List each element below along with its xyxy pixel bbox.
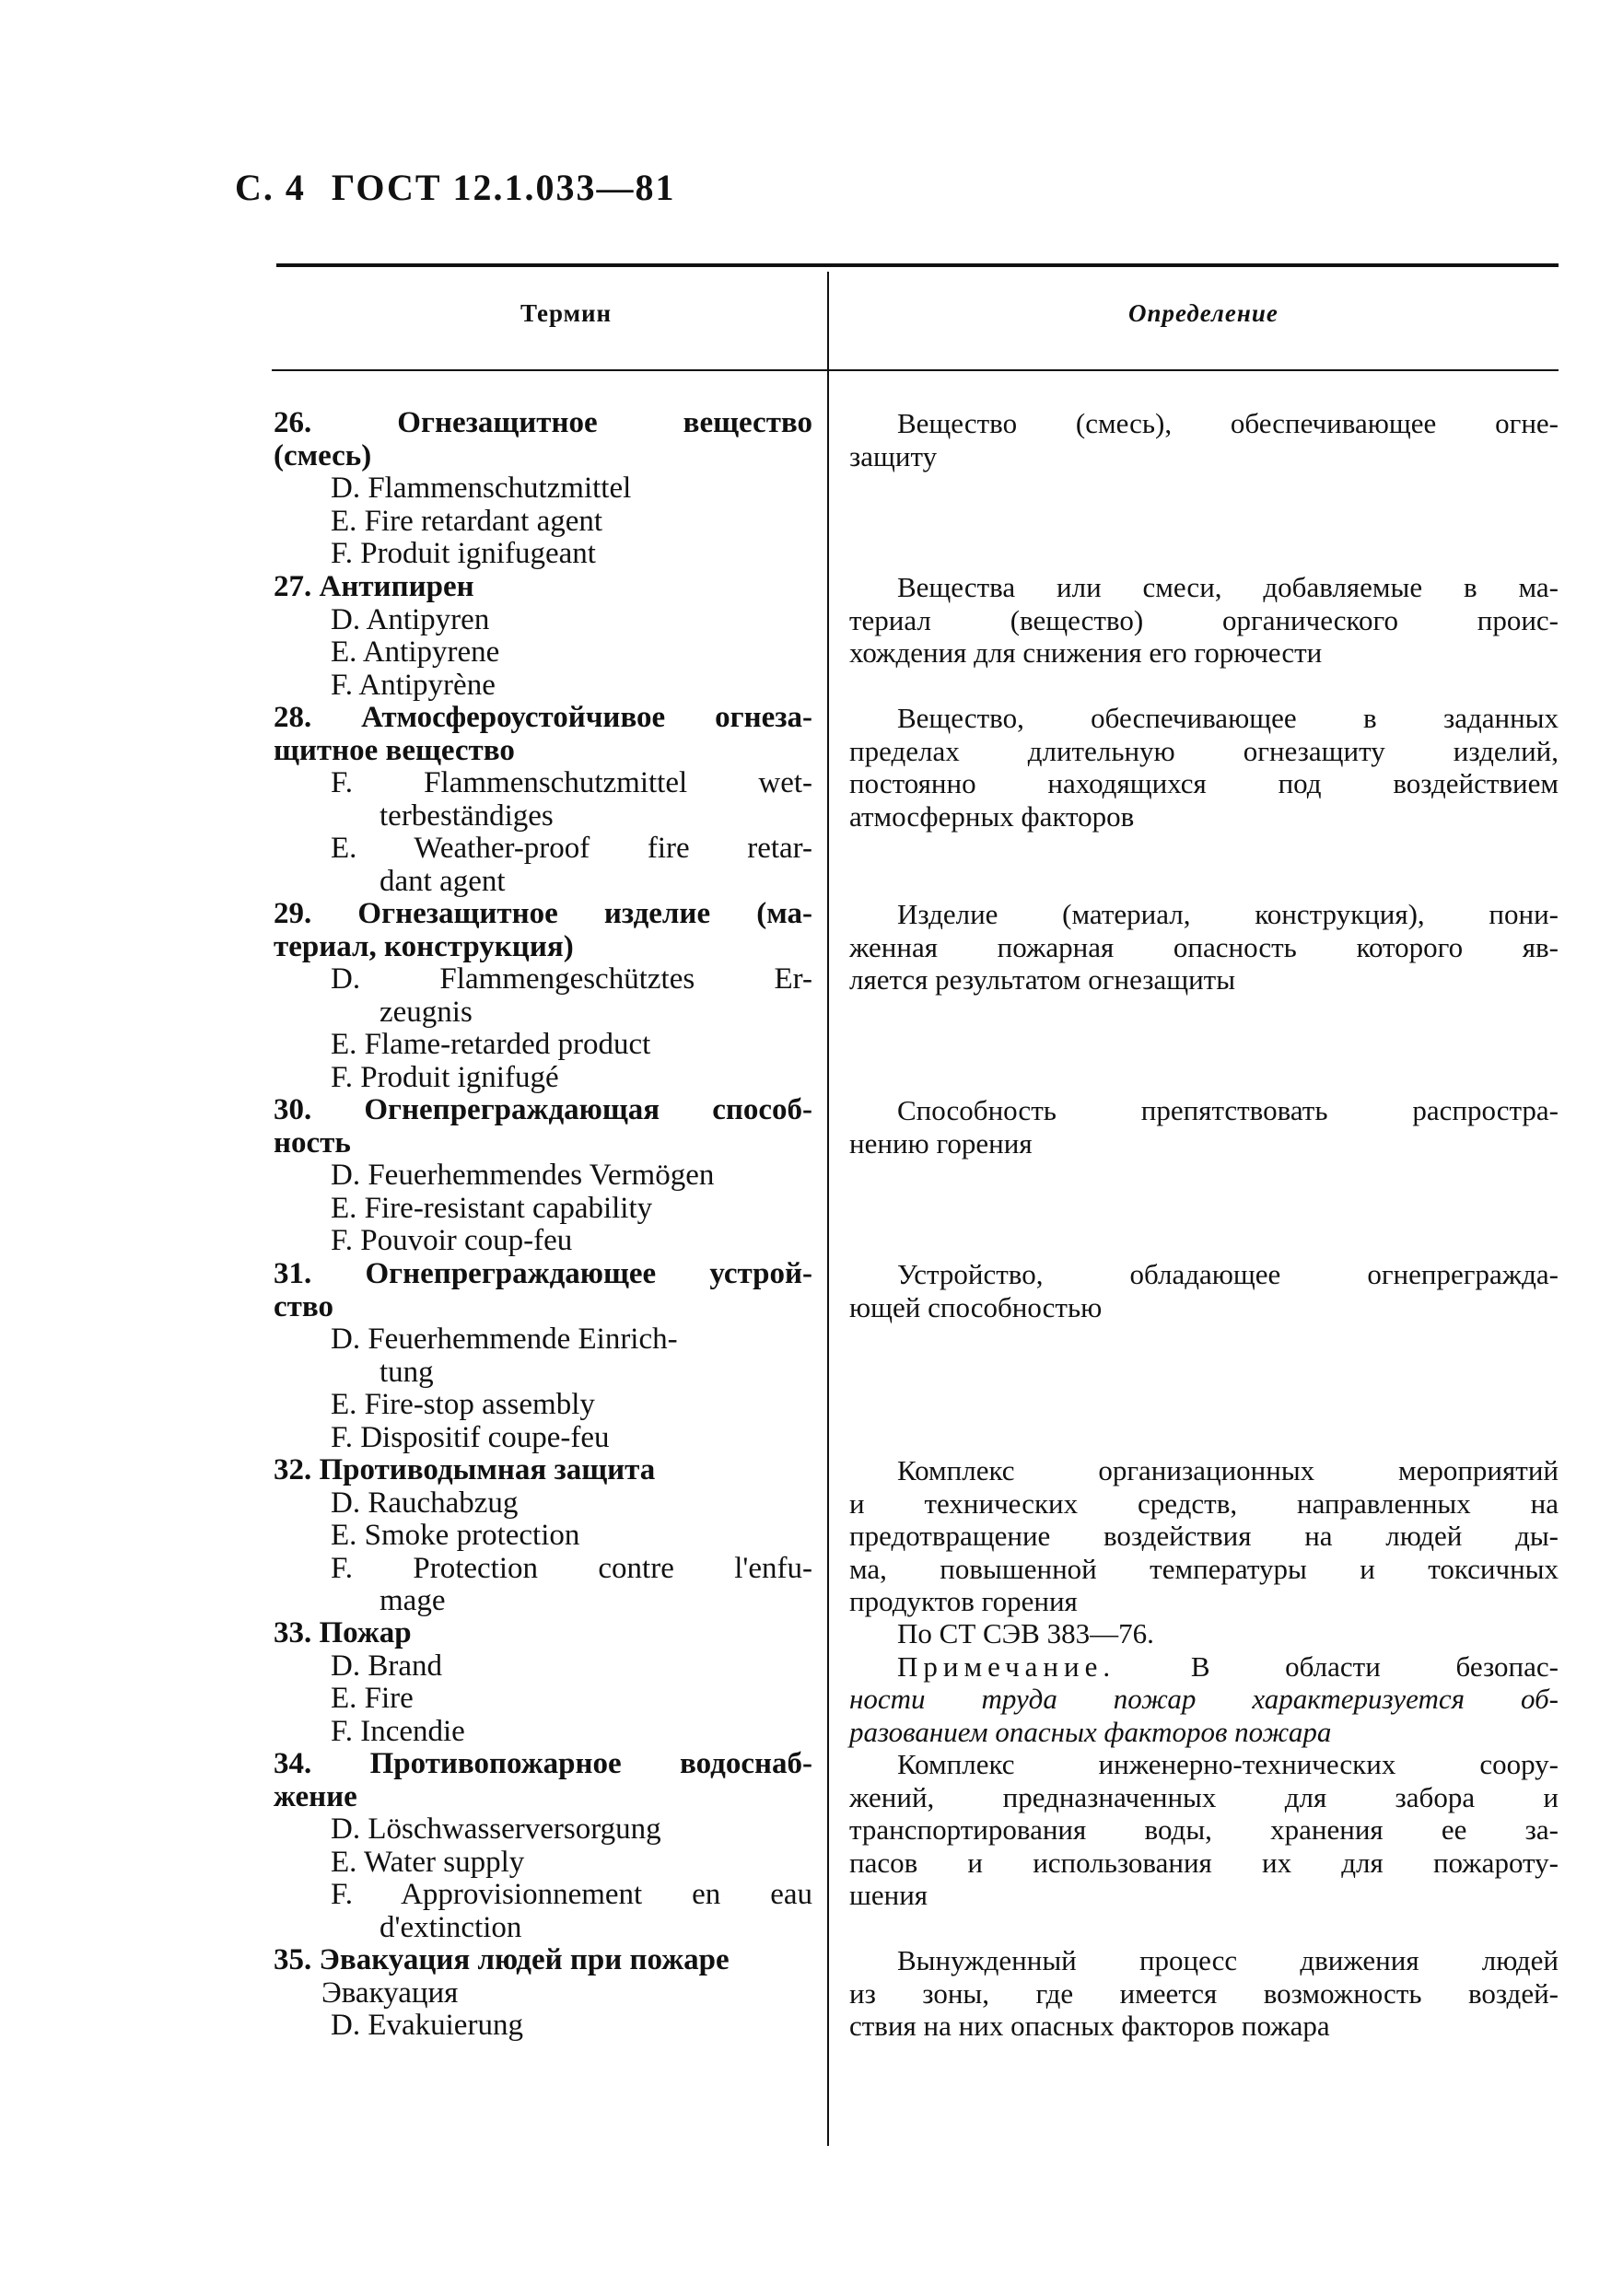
term-equivalent-en: E. Fire-resistant capability — [331, 1191, 653, 1225]
term-title: 32. Противодымная защита — [274, 1453, 656, 1486]
term-equivalent-fr: F. Dispositif coupe-feu — [331, 1420, 610, 1454]
definition-line: Изделие (материал, конструкция), пони- — [897, 898, 1559, 930]
term-title: 33. Пожар — [274, 1616, 412, 1649]
term-equivalent-fr: F. Incendie — [331, 1714, 465, 1748]
definition-line: Вещество, обеспечивающее в заданных — [897, 702, 1559, 734]
definition-33 — [849, 1617, 1559, 1748]
page-header — [235, 166, 676, 209]
term-equivalent-de-cont: terbeständiges — [379, 798, 554, 833]
term-equivalent-fr-cont: d'extinction — [379, 1910, 522, 1944]
definition-32 — [849, 1454, 1559, 1618]
definition-30 — [849, 1094, 1559, 1160]
definition-line: защиту — [849, 439, 938, 472]
term-title: (смесь) — [274, 438, 372, 472]
term-equivalent-de: D. Löschwasserversorgung — [331, 1812, 661, 1846]
definition-line: ма, повышенной температуры и токсичных — [849, 1552, 1559, 1585]
definition-line: ствия на них опасных факторов пожара — [849, 2010, 1330, 2042]
definition-line: Вынужденный процесс движения людей — [897, 1944, 1559, 1976]
term-equivalent-de: D. Flammengeschütztes Er- — [331, 962, 812, 996]
term-equivalent-fr: F. Pouvoir coup-feu — [331, 1224, 573, 1257]
definition-line: териал (вещество) органического проис- — [849, 603, 1559, 636]
term-title: 26. Огнезащитное вещество — [274, 406, 812, 439]
term-equivalent-en: E. Fire retardant agent — [331, 504, 603, 538]
term-title: 31. Огнепреграждающее устрой- — [274, 1257, 812, 1290]
term-equivalent-en: E. Fire — [331, 1682, 414, 1715]
definition-line: ляется результатом огнезащиты — [849, 963, 1236, 996]
term-title: ство — [274, 1289, 333, 1323]
note-line: ности труда пожар характеризуется об- — [849, 1683, 1559, 1715]
term-title: 34. Противопожарное водоснаб- — [274, 1747, 812, 1780]
term-33 — [274, 1617, 812, 1748]
term-title: ность — [274, 1125, 351, 1160]
term-title: 28. Атмосфероустойчивое огнеза- — [274, 701, 812, 734]
term-equivalent-de: D. Feuerhemmende Einrich- — [331, 1323, 678, 1356]
definition-line: постоянно находящихся под воздействием — [849, 767, 1559, 799]
definition-26 — [849, 407, 1559, 472]
definition-35 — [849, 1944, 1559, 2043]
definition-line: пределах длительную огнезащиту изделий, — [849, 734, 1559, 767]
term-equivalent-en: E. Water supply — [331, 1845, 525, 1879]
term-equivalent-fr: F. Produit ignifugé — [331, 1060, 559, 1094]
term-equivalent-de: D. Rauchabzug — [331, 1486, 519, 1520]
definition-line: Вещества или смеси, добавляемые в ма- — [897, 571, 1559, 603]
term-synonym: Эвакуация — [321, 1975, 459, 2010]
term-35 — [274, 1944, 812, 2043]
term-equivalent-en: E. Fire-stop assembly — [331, 1388, 595, 1421]
definition-line: ющей способностью — [849, 1290, 1103, 1323]
definition-29 — [849, 898, 1559, 996]
term-equivalent-de: D. Feuerhemmendes Vermögen — [331, 1159, 715, 1192]
note-line — [849, 1650, 1559, 1684]
term-equivalent-de: D. Brand — [331, 1649, 442, 1683]
definition-line: из зоны, где имеется возможность воздей- — [849, 1976, 1559, 2010]
term-equivalent-en: E. Weather-proof fire retar- — [331, 832, 812, 865]
definition-31 — [849, 1258, 1559, 1323]
definition-line: Способность препятствовать распростра- — [897, 1094, 1559, 1126]
term-29 — [274, 898, 812, 1094]
term-equivalent-en-cont: dant agent — [379, 864, 506, 898]
term-equivalent-fr: F. Approvisionnement en eau — [331, 1878, 812, 1911]
term-equivalent-fr-cont: mage — [379, 1584, 446, 1617]
term-equivalent-de: D. Flammenschutzmittel — [331, 472, 632, 505]
term-equivalent-en: E. Flame-retarded product — [331, 1028, 651, 1061]
table-header-rule — [272, 369, 1559, 371]
term-30 — [274, 1094, 812, 1258]
definition-line: жений, предназначенных для забора и — [849, 1780, 1559, 1813]
definition-line: и технических средств, направленных на — [849, 1486, 1559, 1520]
term-equivalent-de-cont: zeugnis — [379, 995, 473, 1029]
column-header-term: Термин — [520, 299, 613, 327]
term-equivalent-de: F. Flammenschutzmittel wet- — [331, 766, 812, 799]
term-equivalent-de-cont: tung — [379, 1355, 434, 1389]
definition-line: хождения для снижения его горючести — [849, 636, 1323, 669]
definition-27 — [849, 571, 1559, 670]
definition-line: пасов и использования их для пожароту- — [849, 1846, 1559, 1879]
term-equivalent-en: E. Antipyrene — [331, 635, 500, 669]
definition-line: транспортирования воды, хранения ее за- — [849, 1813, 1559, 1846]
term-title: 35. Эвакуация людей при пожаре — [274, 1943, 730, 1976]
term-26 — [274, 407, 812, 571]
note-text: В области безопас- — [1190, 1649, 1559, 1683]
definition-line: Вещество (смесь), обеспечивающее огне- — [897, 407, 1559, 439]
term-27 — [274, 571, 812, 702]
term-title: щитное вещество — [274, 733, 515, 767]
definition-line: Устройство, обладающее огнепреграждa- — [897, 1258, 1559, 1290]
definition-line: продуктов горения — [849, 1585, 1078, 1617]
definition-34 — [849, 1748, 1559, 1912]
term-32 — [274, 1454, 812, 1618]
term-title: жение — [274, 1779, 357, 1813]
note-label: Примечание. — [897, 1649, 1116, 1683]
term-title: териал, конструкция) — [274, 929, 574, 963]
term-title: 27. Антипирен — [274, 570, 474, 603]
table-top-rule — [276, 263, 1559, 267]
definition-line: По СТ СЭВ 383—76. — [897, 1617, 1154, 1649]
definition-28 — [849, 702, 1559, 833]
standard-number: ГОСТ 12.1.033—81 — [331, 167, 676, 208]
note-line: разованием опасных факторов пожара — [849, 1715, 1332, 1748]
definition-line: шения — [849, 1879, 928, 1911]
column-header-definition: Определение — [1128, 299, 1279, 327]
term-34 — [274, 1748, 812, 1944]
term-title: 30. Огнепреграждающая способ- — [274, 1093, 812, 1126]
definition-line: предотвращение воздействия на людей ды- — [849, 1520, 1559, 1552]
term-equivalent-de: D. Antipyren — [331, 602, 490, 636]
term-31 — [274, 1258, 812, 1454]
term-equivalent-fr: F. Produit ignifugeant — [331, 537, 596, 570]
term-equivalent-de: D. Evakuierung — [331, 2009, 523, 2042]
term-equivalent-fr: F. Antipyrène — [331, 668, 496, 702]
definition-line: нению горения — [849, 1126, 1033, 1160]
page-number: С. 4 — [235, 167, 306, 208]
term-title: 29. Огнезащитное изделие (ма- — [274, 897, 812, 930]
term-equivalent-en: E. Smoke protection — [331, 1519, 580, 1552]
column-divider — [827, 272, 829, 2146]
definition-line: атмосферных факторов — [849, 799, 1135, 833]
term-equivalent-fr: F. Protection contre l'enfu- — [331, 1551, 812, 1585]
term-28 — [274, 702, 812, 898]
definition-line: Комплекс инженерно-технических соору- — [897, 1748, 1559, 1780]
definition-line: женная пожарная опасность которого яв- — [849, 930, 1559, 963]
definition-line: Комплекс организационных мероприятий — [897, 1454, 1559, 1486]
